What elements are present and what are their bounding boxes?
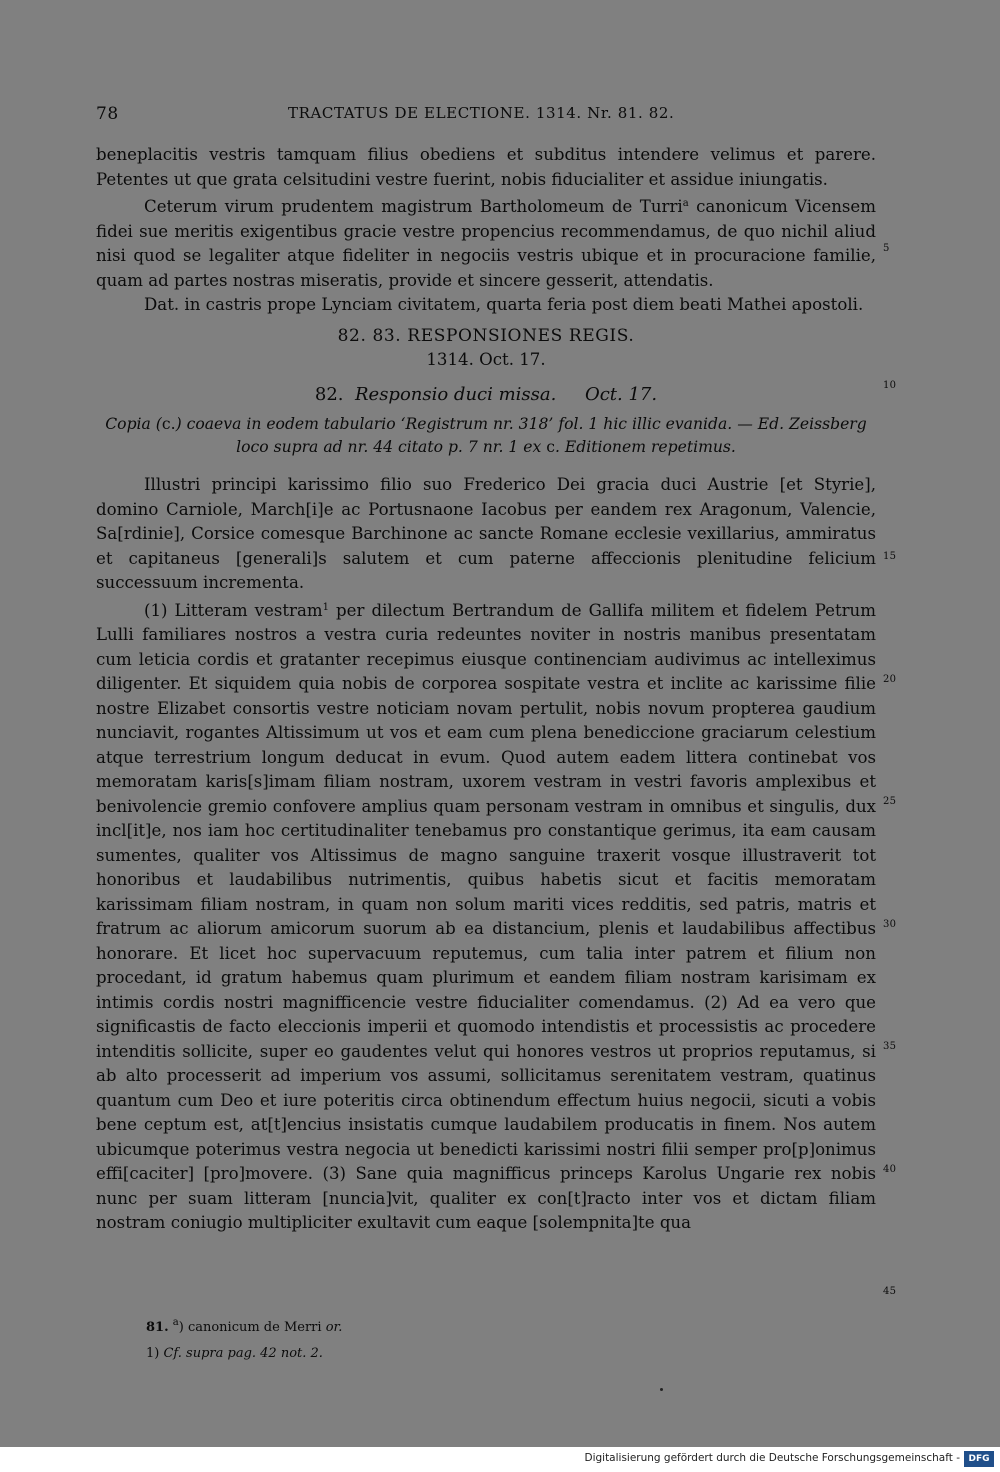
document-heading [96, 383, 876, 408]
footnote-1: 1) Cf. supra pag. 42 not. 2. [146, 1346, 323, 1361]
footnotes [146, 1310, 866, 1367]
paragraph-dating: Dat. in castris prope Lynciam civitatem, quarta feria post diem beati Mathei apostoli. [144, 295, 864, 314]
section-heading: 82. 83. RESPONSIONES REGIS. [337, 325, 635, 346]
text-line: Petentes ut que grata celsitudini vestre fuerint, nobis fiducialiter et assidue iniungatis. [96, 169, 828, 189]
line-number: 40 [883, 1164, 897, 1175]
speck [660, 1388, 663, 1391]
footnote-mark: 1 [322, 601, 329, 613]
paragraph-recommendation: Ceterum virum prudentem magistrum Bartholomeum de Turri$^a$ canonicum Vicensem fidei sue meritis exigentibus gracie vestre propencius recommendamus, de quo nichil aliud nisi quod se legaliter atque fideliter in negociis vestris ubique et in procuracione familie, quam ad partes nostras miseratis, provide et sincere gesserit, attendatis. [96, 197, 876, 290]
document-title: Responsio duci missa. [354, 383, 557, 405]
dfg-logo-icon: DFG [964, 1451, 994, 1467]
main-text [96, 143, 876, 1236]
footnote-mark: a [682, 198, 689, 209]
line-number: 10 [883, 380, 897, 391]
paragraph-continued [96, 143, 876, 192]
line-number: 30 [883, 919, 897, 930]
line-number: 5 [883, 243, 890, 254]
running-title: TRACTATUS DE ELECTIONE. 1314. Nr. 81. 82. [288, 104, 675, 122]
funding-note: Digitalisierung gefördert durch die Deutsche Forschungsgemeinschaft - [584, 1452, 960, 1464]
line-number: 25 [883, 796, 897, 807]
running-header [96, 104, 876, 130]
page-number: 78 [96, 104, 119, 124]
section-date: 1314. Oct. 17. [426, 350, 546, 369]
text-line: beneplacitis vestris tamquam filius obediens et subditus intendere velimus et parere. [96, 145, 876, 164]
line-number: 15 [883, 551, 897, 562]
line-number: 20 [883, 674, 897, 685]
paragraph-letter: (1) Litteram vestram$^1$ per dilectum Bertrandum de Gallifa militem et fidelem Petrum Lulli familiares nostros a vestra curia redeuntes noviter in nostris manibus presentatam cum leticia cordis et gratanter recepimus eiusque continenciam audivimus ac intelleximus diligenter. Et siquidem quia nobis de corporea sospitate vestra et inclite ac karissime filie nostre Elizabet consortis vestre noticiam novam pertulit, nobis novum propterea gaudium nunciavit, rogantes Altissimum ut vos et eam cum plena benediccione graciarum celestium atque terrestrium longum deducat in evum. Quod autem eadem littera continebat vos memoratam karis[s]imam filiam nostram, uxorem vestram in vestri favoris amplexibus et benivolencie gremio confovere amplius quam personam vestram in omnibus et singulis, dux incl[it]e, nos iam hoc certitudinaliter tenebamus pro constantique gerimus, ita eam causam sumentes, qualiter vos Altissimus de magno sanguine traxerit vosque illustraverit tot honoribus et laudabilibus nutrimentis, quibus habetis sicut et facitis memoratam karissimam filiam nostram, in quam non solum mariti vices redditis, sed patris, matris et fratrum ac aliorum amicorum suorum ab ea distancium, plenis et laudabilibus affectibus honorare. Et licet hoc supervacuum reputemus, cum talia inter patrem et filium non procedant, id gratum habemus quam plurimum et eandem filiam nostram karisimam ex intimis cordis nostri magnifficencie vestre fiducialiter comendamus. (2) Ad ea vero que significastis de facto eleccionis imperii et quomodo intendistis et processistis ac procedere intenditis sollicite, super eo gaudentes velut qui honores vestros ut proprios reputamus, si ab alto processerit ad imperium vos assumi, sollicitamus serenitatem vestram, quatinus quantum cum Deo et iure poteritis circa obtinendum effectum huius negocii, sicuti a vobis bene ceptum est, at[t]encius insistatis cumque laudabilem producatis in finem. Nos autem ubicumque poterimus vestra negocia ut benedicti karissimi nostri filii semper pro[p]onimus effi[caciter] [pro]movere. (3) Sane quia magnifficus princeps Karolus Ungarie rex nobis nunc per suam litteram [nuncia]vit, qualiter ex con[t]racto inter vos et dictam filiam nostram coniugio multipliciter exultavit cum eaque [solempnita]te qua [96, 600, 876, 1232]
footnote-81a: 81. $^a$) canonicum de Merri or. [146, 1317, 343, 1335]
footer-bar [0, 1447, 1000, 1472]
document-date: Oct. 17. [584, 383, 658, 405]
document-number: 82. [314, 383, 344, 405]
paragraph-address: Illustri principi karissimo filio suo Frederico Dei gracia duci Austrie [et Styrie], domino Carniole, March[i]e ac Portusnaone Iacobus per eandem rex Aragonum, Valencie, Sa[rdinie], Corsice comesque Barchinone ac sancte Romane ecclesie vexillarius, ammiratus et capitaneus [generali]s salutem et cum paterne affeccionis plenitudine felicium successuum incrementa. [96, 475, 876, 592]
source-note: Copia (c.) coaeva in eodem tabulario ‘Registrum nr. 318’ fol. 1 hic illic evanida. — Ed. Zeissberg loco supra ad nr. 44 citato p. 7 nr. 1 ex c. Editionem repetimus. [105, 415, 867, 456]
line-number: 35 [883, 1041, 897, 1052]
line-number: 45 [883, 1286, 897, 1297]
